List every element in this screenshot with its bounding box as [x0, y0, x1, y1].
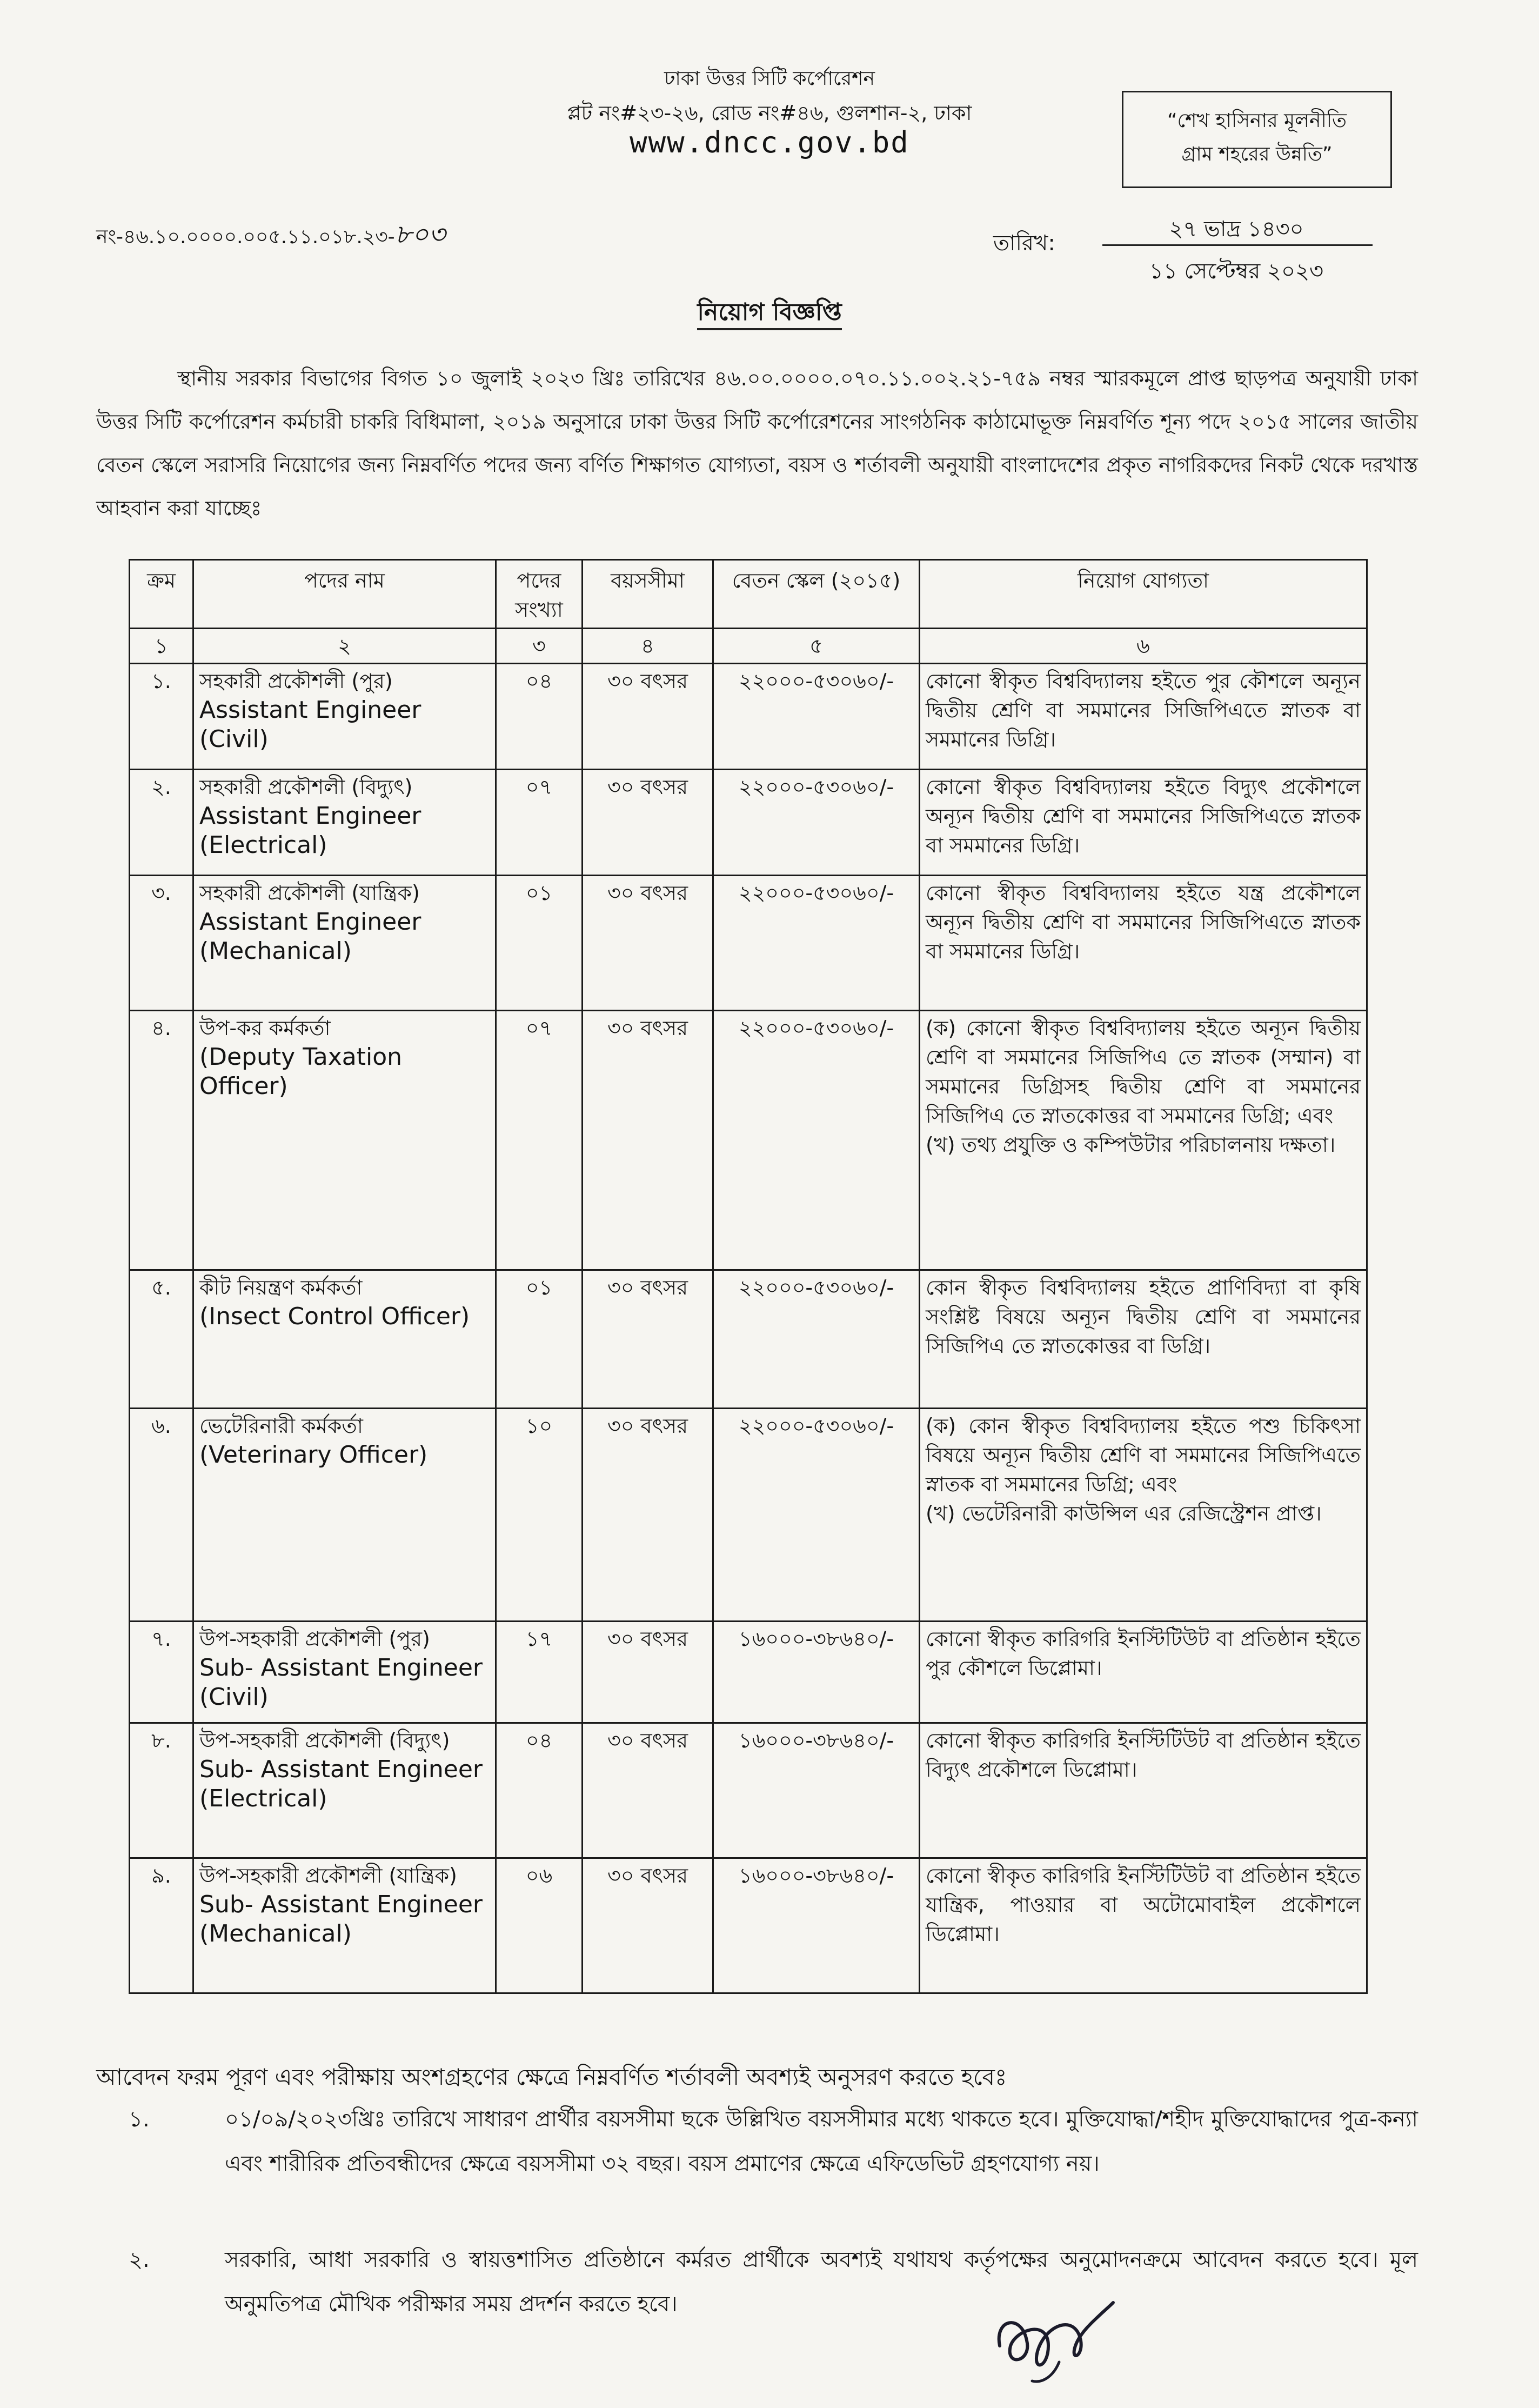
- row-serial: ২.: [130, 770, 193, 876]
- table-row: [130, 1622, 1367, 1723]
- row-count: ১৭: [496, 1622, 583, 1723]
- row-qualification: কোনো স্বীকৃত বিশ্ববিদ্যালয় হইতে পুর কৌশলে অন্যূন দ্বিতীয় শ্রেণি বা সমমানের সিজিপিএতে স্নাতক বা সমমানের ডিগ্রি।: [920, 664, 1367, 770]
- row-age: ৩০ বৎসর: [583, 664, 713, 770]
- post-en: Assistant Engineer (Electrical): [199, 802, 421, 859]
- row-scale: ২২০০০-৫৩০৬০/-: [713, 1409, 920, 1622]
- row-scale: ২২০০০-৫৩০৬০/-: [713, 876, 920, 1011]
- qualification-part-b: (খ) তথ্য প্রযুক্তি ও কম্পিউটার পরিচালনায় দক্ষতা।: [926, 1133, 1336, 1157]
- row-serial: ৫.: [130, 1270, 193, 1409]
- column-number: ২: [193, 629, 496, 664]
- row-post: [193, 1270, 496, 1409]
- post-en: Assistant Engineer (Mechanical): [199, 908, 421, 965]
- post-en: (Deputy Taxation Officer): [199, 1043, 403, 1100]
- row-qualification: কোনো স্বীকৃত কারিগরি ইনস্টিটিউট বা প্রতিষ্ঠান হইতে যান্ত্রিক, পাওয়ার বা অটোমোবাইল প্রকৌশলে ডিপ্লোমা।: [920, 1858, 1367, 1993]
- row-serial: ৭.: [130, 1622, 193, 1723]
- row-serial: ৬.: [130, 1409, 193, 1622]
- post-en: Sub- Assistant Engineer (Mechanical): [199, 1891, 483, 1947]
- post-bn: উপ-সহকারী প্রকৌশলী (পুর): [199, 1627, 430, 1651]
- condition-number: ১.: [129, 2107, 150, 2132]
- table-row: [130, 664, 1367, 770]
- row-scale: ১৬০০০-৩৮৬৪০/-: [713, 1858, 920, 1993]
- conditions-heading: আবেদন ফরম পূরণ এবং পরীক্ষায় অংশগ্রহণের ক্ষেত্রে নিম্নবর্ণিত শর্তাবলী অবশ্যই অনুসরণ করতে হবেঃ: [96, 2064, 1007, 2090]
- post-bn: উপ-সহকারী প্রকৌশলী (বিদ্যুৎ): [199, 1729, 450, 1752]
- row-serial: ১.: [130, 664, 193, 770]
- date-divider: [1102, 244, 1373, 246]
- column-number: ৫: [713, 629, 920, 664]
- column-number: ১: [130, 629, 193, 664]
- slogan-line-1: “শেখ হাসিনার মূলনীতি: [1167, 110, 1347, 132]
- row-scale: ২২০০০-৫৩০৬০/-: [713, 664, 920, 770]
- notice-title-text: নিয়োগ বিজ্ঞপ্তি: [697, 298, 841, 330]
- post-en: (Insect Control Officer): [199, 1303, 470, 1330]
- header-count: পদের সংখ্যা: [496, 560, 583, 629]
- row-qualification: [920, 1011, 1367, 1270]
- row-qualification: কোন স্বীকৃত বিশ্ববিদ্যালয় হইতে প্রাণিবিদ্যা বা কৃষি সংশ্লিষ্ট বিষয়ে অন্যূন দ্বিতীয় শ্রেণি বা সমমানের সিজিপিএ তে স্নাতকোত্তর বা ডিগ্রি।: [920, 1270, 1367, 1409]
- row-count: ০৪: [496, 664, 583, 770]
- post-en: (Veterinary Officer): [199, 1441, 428, 1469]
- row-post: [193, 1011, 496, 1270]
- row-post: [193, 1409, 496, 1622]
- condition-number: ২.: [129, 2247, 150, 2272]
- condition-text: সরকারি, আধা সরকারি ও স্বায়ত্তশাসিত প্রতিষ্ঠানে কর্মরত প্রার্থীকে অবশ্যই যথাযথ কর্তৃপক্ষের অনুমোদনক্রমে আবেদন করতে হবে। মূল অনুমতিপত্র মৌখিক পরীক্ষার সময় প্রদর্শন করতে হবে।: [225, 2247, 1418, 2317]
- condition-item: [129, 2097, 1418, 2230]
- post-bn: সহকারী প্রকৌশলী (বিদ্যুৎ): [199, 775, 413, 799]
- memo-number-text: নং-৪৬.১০.০০০০.০০৫.১১.০১৮.২৩-: [96, 226, 395, 248]
- table-row: [130, 1409, 1367, 1622]
- header-post: পদের নাম: [193, 560, 496, 629]
- table-row: [130, 876, 1367, 1011]
- post-bn: সহকারী প্রকৌশলী (যান্ত্রিক): [199, 881, 420, 905]
- qualification-part-a: (ক) কোনো স্বীকৃত বিশ্ববিদ্যালয় হইতে অন্যূন দ্বিতীয় শ্রেণি বা সমমানের সিজিপিএ তে স্নাতক (সম্মান) বা সমমানের ডিগ্রিসহ দ্বিতীয় শ্রেণি বা সমমানের সিজিপিএ তে স্নাতকোত্তর বা সমমানের ডিগ্রি; এবং: [926, 1016, 1361, 1128]
- post-en: Sub- Assistant Engineer (Electrical): [199, 1756, 483, 1812]
- date-label: তারিখ:: [993, 231, 1055, 256]
- table-row: [130, 1270, 1367, 1409]
- row-post: [193, 1622, 496, 1723]
- column-number: ৬: [920, 629, 1367, 664]
- signature: [983, 2281, 1124, 2389]
- row-serial: ৩.: [130, 876, 193, 1011]
- notice-title: [0, 294, 1539, 333]
- memo-number: [96, 215, 445, 258]
- row-count: ০১: [496, 1270, 583, 1409]
- row-qualification: কোনো স্বীকৃত বিশ্ববিদ্যালয় হইতে বিদ্যুৎ প্রকৌশলে অন্যূন দ্বিতীয় শ্রেণি বা সমমানের সিজিপিএতে স্নাতক বা সমমানের ডিগ্রি।: [920, 770, 1367, 876]
- row-age: ৩০ বৎসর: [583, 1409, 713, 1622]
- row-count: ০৬: [496, 1858, 583, 1993]
- row-age: ৩০ বৎসর: [583, 770, 713, 876]
- row-scale: ২২০০০-৫৩০৬০/-: [713, 770, 920, 876]
- qualification-part-b: (খ) ভেটেরিনারী কাউন্সিল এর রেজিস্ট্রেশন প্রাপ্ত।: [926, 1502, 1322, 1525]
- row-scale: ১৬০০০-৩৮৬৪০/-: [713, 1622, 920, 1723]
- row-post: [193, 1723, 496, 1858]
- org-name: ঢাকা উত্তর সিটি কর্পোরেশন: [664, 68, 875, 90]
- org-address: প্লট নং#২৩-২৬, রোড নং#৪৬, গুলশান-২, ঢাকা: [567, 101, 972, 125]
- row-age: ৩০ বৎসর: [583, 1622, 713, 1723]
- column-number-row: [130, 629, 1367, 664]
- row-count: ০৪: [496, 1723, 583, 1858]
- post-bn: সহকারী প্রকৌশলী (পুর): [199, 669, 393, 693]
- row-count: ০৭: [496, 1011, 583, 1270]
- row-count: ০১: [496, 876, 583, 1011]
- row-age: ৩০ বৎসর: [583, 1270, 713, 1409]
- qualification-part-a: (ক) কোন স্বীকৃত বিশ্ববিদ্যালয় হইতে পশু চিকিৎসা বিষয়ে অন্যূন দ্বিতীয় শ্রেণি বা সমমানের সিজিপিএতে স্নাতক বা সমমানের ডিগ্রি; এবং: [926, 1414, 1361, 1496]
- table-row: [130, 1011, 1367, 1270]
- row-post: [193, 1858, 496, 1993]
- row-scale: ২২০০০-৫৩০৬০/-: [713, 1270, 920, 1409]
- table-row: [130, 1858, 1367, 1993]
- slogan-box: [1122, 91, 1392, 188]
- table-row: [130, 1723, 1367, 1858]
- header-age: বয়সসীমা: [583, 560, 713, 629]
- row-scale: ১৬০০০-৩৮৬৪০/-: [713, 1723, 920, 1858]
- column-number: ৪: [583, 629, 713, 664]
- row-qualification: কোনো স্বীকৃত কারিগরি ইনস্টিটিউট বা প্রতিষ্ঠান হইতে বিদ্যুৎ প্রকৌশলে ডিপ্লোমা।: [920, 1723, 1367, 1858]
- row-qualification: কোনো স্বীকৃত বিশ্ববিদ্যালয় হইতে যন্ত্র প্রকৌশলে অন্যূন দ্বিতীয় শ্রেণি বা সমমানের সিজিপিএতে স্নাতক বা সমমানের ডিগ্রি।: [920, 876, 1367, 1011]
- condition-item: [129, 2238, 1418, 2330]
- row-age: ৩০ বৎসর: [583, 1011, 713, 1270]
- post-bn: কীট নিয়ন্ত্রণ কর্মকর্তা: [199, 1276, 363, 1299]
- row-scale: ২২০০০-৫৩০৬০/-: [713, 1011, 920, 1270]
- row-qualification: কোনো স্বীকৃত কারিগরি ইনস্টিটিউট বা প্রতিষ্ঠান হইতে পুর কৌশলে ডিপ্লোমা।: [920, 1622, 1367, 1723]
- header-scale: বেতন স্কেল (২০১৫): [713, 560, 920, 629]
- posts-table: [129, 559, 1368, 1994]
- row-post: [193, 770, 496, 876]
- header-qualification: নিয়োগ যোগ্যতা: [920, 560, 1367, 629]
- org-website: www.dncc.gov.bd: [630, 125, 909, 159]
- header-serial: ক্রম: [130, 560, 193, 629]
- row-qualification: [920, 1409, 1367, 1622]
- intro-paragraph: স্থানীয় সরকার বিভাগের বিগত ১০ জুলাই ২০২৩ খ্রিঃ তারিখের ৪৬.০০.০০০০.০৭০.১১.০০২.২১-৭৫৯ নম্বর স্মারকমূলে প্রাপ্ত ছাড়পত্র অনুযায়ী ঢাকা উত্তর সিটি কর্পোরেশন কর্মচারী চাকরি বিধিমালা, ২০১৯ অনুসারে ঢাকা উত্তর সিটি কর্পোরেশনের সাংগঠনিক কাঠামোভূক্ত নিম্নবর্ণিত শূন্য পদে ২০১৫ সালের জাতীয় বেতন স্কেলে সরাসরি নিয়োগের জন্য নিম্নবর্ণিত পদের জন্য বর্ণিত শিক্ষাগত যোগ্যতা, বয়স ও শর্তাবলী অনুযায়ী বাংলাদেশের প্রকৃত নাগরিকদের নিকট থেকে দরখাস্ত আহবান করা যাচ্ছেঃ: [96, 366, 1418, 520]
- post-en: Assistant Engineer (Civil): [199, 696, 421, 753]
- row-age: ৩০ বৎসর: [583, 1858, 713, 1993]
- post-bn: ভেটেরিনারী কর্মকর্তা: [199, 1414, 363, 1438]
- row-age: ৩০ বৎসর: [583, 1723, 713, 1858]
- column-number: ৩: [496, 629, 583, 664]
- row-serial: ৯.: [130, 1858, 193, 1993]
- table-row: [130, 770, 1367, 876]
- slogan-line-2: গ্রাম শহরের উন্নতি”: [1181, 143, 1333, 165]
- post-bn: উপ-কর কর্মকর্তা: [199, 1016, 331, 1040]
- post-bn: উপ-সহকারী প্রকৌশলী (যান্ত্রিক): [199, 1864, 457, 1887]
- row-post: [193, 664, 496, 770]
- row-serial: ৪.: [130, 1011, 193, 1270]
- date-english: ১১ সেপ্টেম্বর ২০২৩: [1149, 259, 1324, 284]
- table-header-row: [130, 560, 1367, 629]
- memo-handwritten-suffix: ৮০৩: [394, 219, 446, 250]
- row-count: ১০: [496, 1409, 583, 1622]
- date-bangla: ২৭ ভাদ্র ১৪৩০: [1169, 217, 1304, 242]
- row-age: ৩০ বৎসর: [583, 876, 713, 1011]
- row-count: ০৭: [496, 770, 583, 876]
- post-en: Sub- Assistant Engineer (Civil): [199, 1654, 483, 1711]
- condition-text: ০১/০৯/২০২৩খ্রিঃ তারিখে সাধারণ প্রার্থীর বয়সসীমা ছকে উল্লিখিত বয়সসীমার মধ্যে থাকতে হবে। মুক্তিযোদ্ধা/শহীদ মুক্তিযোদ্ধাদের পুত্র-কন্যা এবং শারীরিক প্রতিবন্ধীদের ক্ষেত্রে বয়সসীমা ৩২ বছর। বয়স প্রমাণের ক্ষেত্রে এফিডেভিট গ্রহণযোগ্য নয়।: [225, 2107, 1418, 2176]
- row-post: [193, 876, 496, 1011]
- row-serial: ৮.: [130, 1723, 193, 1858]
